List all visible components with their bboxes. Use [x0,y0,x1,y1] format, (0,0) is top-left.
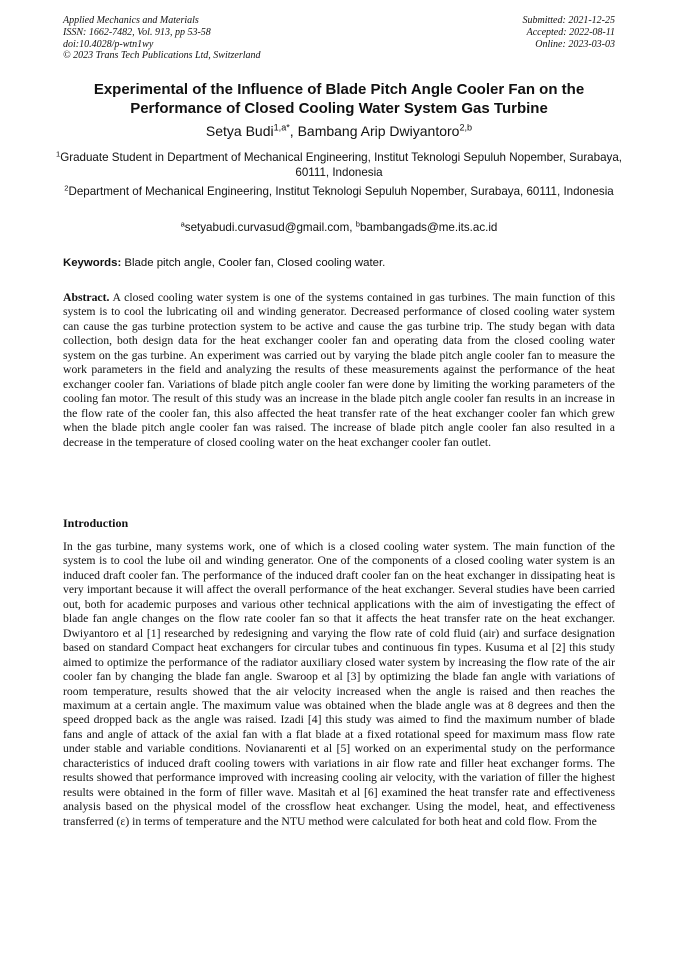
author-emails [55,220,623,235]
affiliation-text: Graduate Student in Department of Mechanical Engineering, Institut Teknologi Sepuluh Nopember, Surabaya, 60111, Indonesia [60,151,622,180]
abstract-text: A closed cooling water system is one of the systems contained in gas turbines. The main function of this system is to cool the lubricating oil and winding generator. Decreased performance of closed cooling water system can cause the gas turbine protection system to be active and cause the gas turbine trip. The study began with data collection, both design data for the heat exchanger cooler fan and operating data from the closed cooling water system on the gas turbine. An experiment was carried out by varying the blade pitch angle cooler fan to measure the work parameters in the field and analyzing the results of these measurements against the performance of the heat exchanger cooler fan. Variations of blade pitch angle cooler fan were done by limiting the working parameters of the cooling fan motor. The result of this study was an increase in the blade pitch angle cooler fan results in an increase in the flow rate of the cooler fan, this also affected the heat transfer rate of the heat exchanger cooler fan which grew when the blade pitch angle cooler fan was raised. The increase of blade pitch angle cooler fan also resulted in a decrease in the temperature of closed cooling water on the heat exchanger cooler fan outlet. [63,291,615,449]
author-name: Setya Budi [205,123,274,139]
accepted-date: Accepted: 2022-08-11 [526,26,615,38]
affiliation-text: Department of Mechanical Engineering, Institut Teknologi Sepuluh Nopember, Surabaya, 60111, Indonesia [68,185,614,198]
affiliation-marker: 1 [56,149,61,159]
author-superscript: 2,b [459,122,473,133]
keywords-label: Keywords: [63,257,122,269]
keywords-text: Blade pitch angle, Cooler fan, Closed cooling water. [121,257,386,269]
submitted-date: Submitted: 2021-12-25 [522,15,615,26]
affiliation-marker: 2 [64,183,69,193]
email-marker: a [180,219,185,229]
introduction-body: In the gas turbine, many systems work, one of which is a closed cooling water system. The main function of the system is to cool the lube oil and winding generator. One of the components of a closed cooling water system is an induced draft cooler fan. The performance of the induced draft cooler fan on the heat exchanger in dissipating heat is very important because it will affect the overall performance of the heat exchanger. Several studies have been carried out, both for academic purposes and various other technical applications with the aim of investigating the effect of blade fan angle changes on the flow rate cooler fan so that it affects the heat transfer rate on the heat exchanger. Dwiyantoro et al [1] researched by redesigning and varying the flow rate of cold fluid (air) and surface designation based on standard Compact heat exchangers for circular tubes and continuous fin types. Kusuma et al [2] this study aimed to optimize the performance of the radiator auxiliary closed water system by increasing the flow rate of the air cooler fan by changing the blade fan angle. Swaroop et al [3] by optimizing the blade fan angle with variations of room temperature, results showed that the air velocity increased when the angle is raised and then reaches the maximum at a certain angle. The maximum value was obtained when the blade angle was at 8 degrees and then the speed dropped back as the angle was raised. Izadi [4] this study was aimed to find the maximum number of blade fans and angle of attack of the axial fan with a flat blade at a fixed rotational speed for maximum mass flow rate under stable and variable conditions. Novianarenti et al [5] worked on an experimental study on the performance characteristics of induced draft cooling towers with variations in air flow rate and filler heat exchanger forms. The results showed that performance improved with increasing cooling air velocity, with the variation of filler the highest results were obtained in the form of filler wave. Masitah et al [6] examined the heat transfer rate and effectiveness analysis based on the physical model of the crossflow heat exchanger. Using the model, heat, and effectiveness transferred (ε) in terms of temperature and the NTU method were calculated for both heat and cold flow. From the [63,540,615,828]
journal-header-right [523,15,616,50]
keywords [63,256,615,271]
affiliation-2 [55,184,623,199]
journal-copyright: © 2023 Trans Tech Publications Ltd, Switzerland [63,50,261,62]
email-marker: b [355,219,360,229]
author-superscript: 1,a* [273,122,290,133]
author-name: Bambang Arip Dwiyantoro [297,123,460,139]
journal-header-left [63,15,261,62]
author-separator: , [289,123,298,139]
online-date: Online: 2023-03-03 [535,38,615,50]
journal-doi[interactable]: doi:10.4028/p-wtn1wy [63,38,154,50]
author-line [40,123,638,140]
journal-issn: ISSN: 1662-7482, Vol. 913, pp 53-58 [63,26,211,38]
abstract-label: Abstract. [63,291,110,304]
paper-title: Experimental of the Influence of Blade Pitch Angle Cooler Fan on the Performance of Closed Cooling Water System Gas Turbine [93,81,585,117]
email-link[interactable]: bambangads@me.its.ac.id [359,221,498,234]
introduction-heading: Introduction [63,516,129,530]
affiliation-1 [55,150,623,180]
abstract [63,291,615,450]
journal-name: Applied Mechanics and Materials [63,15,199,26]
email-link[interactable]: setyabudi.curvasud@gmail.com, [184,221,356,234]
